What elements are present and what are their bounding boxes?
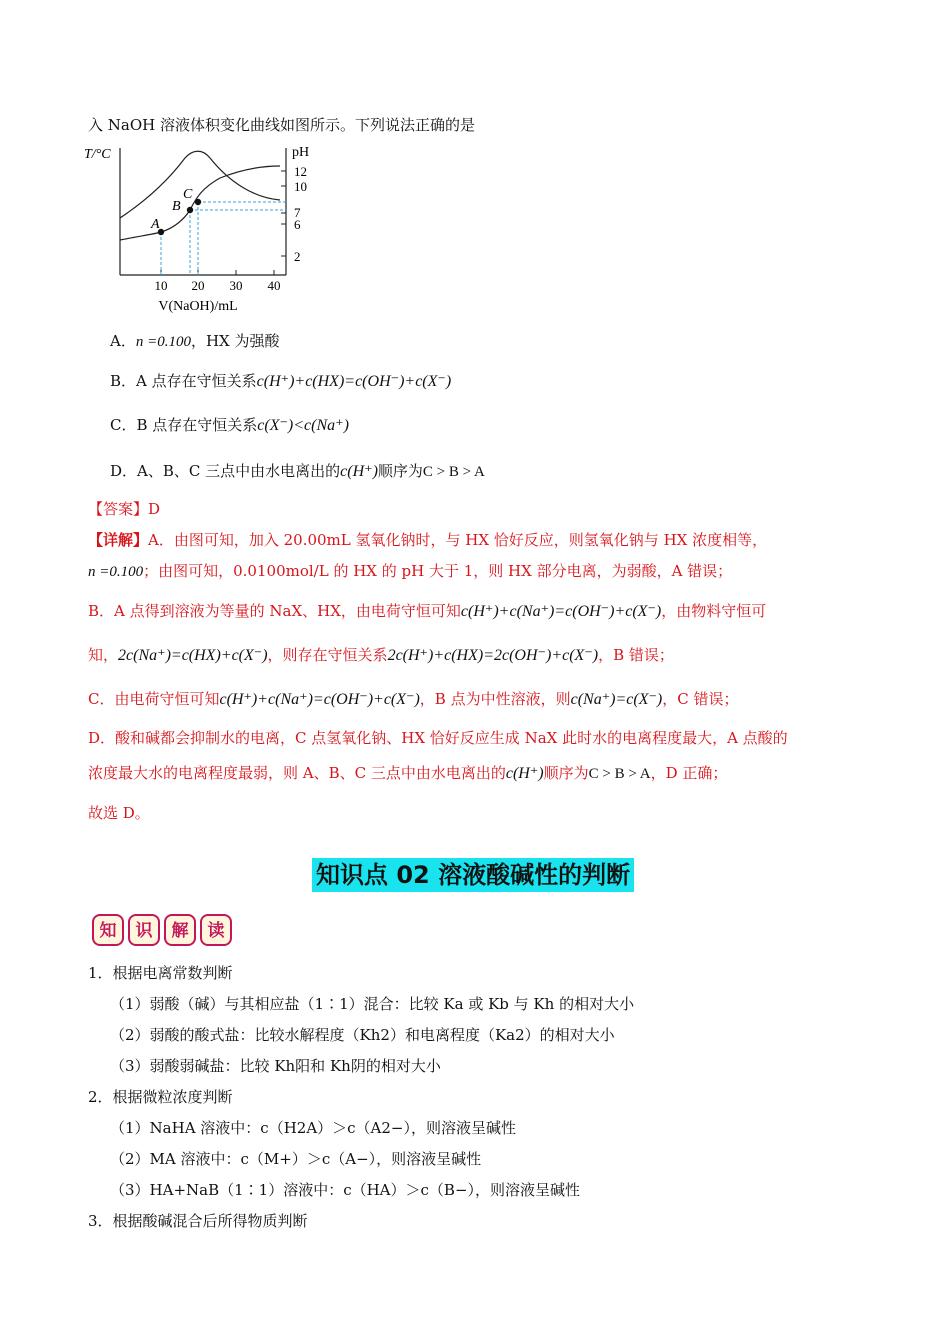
point-b-label: B [172,199,181,214]
detail-line-1: 【详解】A．由图可知，加入 20.00mL 氢氧化钠时，与 HX 恰好反应，则氢氧化钠与 HX 浓度相等， [88,531,768,549]
knowledge-item-1-1: （1）弱酸（碱）与其相应盐（1∶1）混合：比较 Ka 或 Kb 与 Kh 的相对大小 [110,995,635,1013]
right-axis-label: pH [292,145,310,160]
ph-tick-6: 6 [294,217,301,232]
detail-line-2: n =0.100；由图可知，0.0100mol/L 的 HX 的 pH 大于 1，则 HX 部分电离，为弱酸，A 错误； [88,562,733,580]
x-tick-10: 10 [154,278,168,293]
detail-line-7: 浓度最大水的电离程度最弱，则 A、B、C 三点中由水电离出的c(H⁺)顺序为C > B > A，D 正确； [88,764,728,782]
knowledge-item-1-2: （2）弱酸的酸式盐：比较水解程度（Kh2）和电离程度（Ka2）的相对大小 [110,1026,615,1044]
ph-tick-12: 12 [294,164,307,179]
titration-chart [80,138,330,318]
point-b [187,207,193,213]
detail-line-4: 知，2c(Na⁺)=c(HX)+c(X⁻)，则存在守恒关系2c(H⁺)+c(HX)=2c(OH⁻)+c(X⁻)，B 错误； [88,646,674,664]
badge-jie: 解 [164,914,196,946]
ph-tick-7: 7 [294,205,301,220]
badge-zhi: 知 [92,914,124,946]
point-c-label: C [183,187,193,202]
ph-tick-2: 2 [294,249,301,264]
detail-line-8: 故选 D。 [88,804,150,822]
option-c: C．B 点存在守恒关系c(X⁻)<c(Na⁺) [110,416,349,434]
x-tick-20: 20 [191,278,205,293]
badge-shi: 识 [128,914,160,946]
detail-line-5: C．由电荷守恒可知c(H⁺)+c(Na⁺)=c(OH⁻)+c(X⁻)，B 点为中性溶液，则c(Na⁺)=c(X⁻)，C 错误； [88,690,739,708]
knowledge-item-3: 3．根据酸碱混合后所得物质判断 [88,1212,308,1230]
x-tick-30: 30 [229,278,243,293]
knowledge-item-1-3: （3）弱酸弱碱盐：比较 Kh阳和 Kh阴的相对大小 [110,1057,441,1075]
knowledge-item-2-1: （1）NaHA 溶液中：c（H2A）＞c（A2−），则溶液呈碱性 [110,1119,516,1137]
section-title: 知识点 02 溶液酸碱性的判断 [312,858,634,892]
knowledge-item-1: 1．根据电离常数判断 [88,964,233,982]
x-tick-40: 40 [267,278,281,293]
option-b: B．A 点存在守恒关系c(H⁺)+c(HX)=c(OH⁻)+c(X⁻) [110,372,452,390]
question-intro: 入 NaOH 溶液体积变化曲线如图所示。下列说法正确的是 [88,116,475,134]
answer-label: 【答案】D [88,500,161,518]
temperature-curve [120,151,280,218]
point-a-label: A [151,217,160,232]
x-axis-label: V(NaOH)/mL [158,299,238,314]
knowledge-item-2: 2．根据微粒浓度判断 [88,1088,233,1106]
badge-du: 读 [200,914,232,946]
detail-line-3: B．A 点得到溶液为等量的 NaX、HX，由电荷守恒可知c(H⁺)+c(Na⁺)=c(OH⁻)+c(X⁻)，由物料守恒可 [88,602,767,620]
option-d: D．A、B、C 三点中由水电离出的c(H⁺)顺序为C > B > A [110,462,485,480]
detail-line-6: D．酸和碱都会抑制水的电离，C 点氢氧化钠、HX 恰好反应生成 NaX 此时水的电离程度最大，A 点酸的 [88,729,788,747]
knowledge-item-2-3: （3）HA+NaB（1∶1）溶液中：c（HA）＞c（B−），则溶液呈碱性 [110,1181,581,1199]
option-a: A．n =0.100，HX 为强酸 [110,332,280,350]
left-axis-label: T/°C [84,147,111,162]
ph-tick-10: 10 [294,179,307,194]
knowledge-item-2-2: （2）MA 溶液中：c（M+）＞c（A−），则溶液呈碱性 [110,1150,482,1168]
point-c [195,199,201,205]
